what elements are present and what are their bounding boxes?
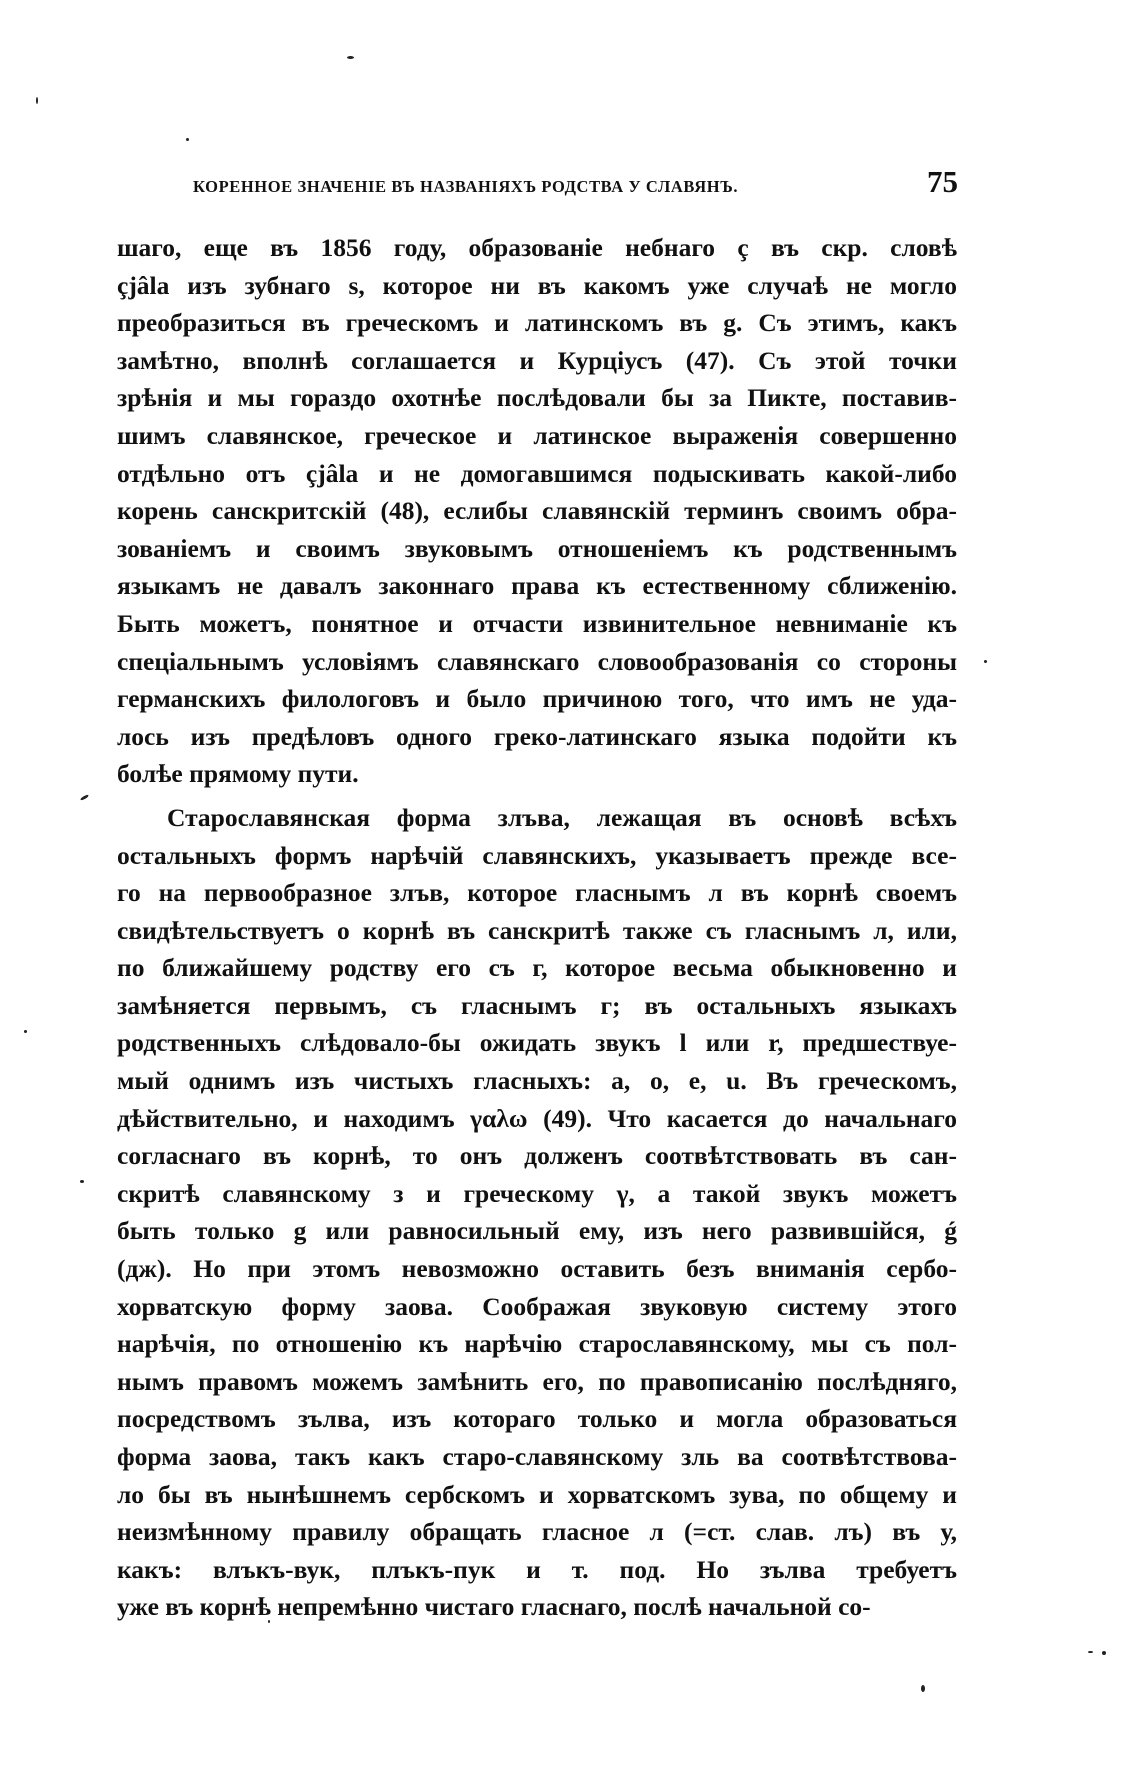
- ink-speck: [1088, 1651, 1093, 1653]
- ink-speck: [36, 97, 38, 104]
- text-line: Быть можетъ, понятное и отчасти извинительное невниманіе къ: [117, 608, 957, 638]
- text-line: корень санскритскій (48), еслибы славянскій терминъ своимъ обра-: [117, 496, 957, 526]
- text-line: преобразиться въ греческомъ и латинскомъ въ g. Съ этимъ, какъ: [117, 308, 957, 338]
- text-line: германскихъ филологовъ и было причиною того, что имъ не уда-: [117, 684, 957, 714]
- ink-speck: [984, 660, 987, 663]
- text-line: свидѣтельствуетъ о корнѣ въ санскритѣ также съ гласнымъ л, или,: [117, 915, 957, 945]
- text-line: нымъ правомъ можемъ замѣнить его, по правописанію послѣдняго,: [117, 1366, 957, 1396]
- paragraph: [117, 799, 957, 1626]
- ink-speck: [24, 1030, 27, 1033]
- text-line: уже въ корнѣ непремѣнно чистаго гласнаго, послѣ начальной со-: [117, 1592, 871, 1622]
- ink-speck: [347, 56, 354, 59]
- text-line: спеціальнымъ условіямъ славянскаго словообразованія со стороны: [117, 646, 957, 676]
- text-line: замѣтно, вполнѣ соглашается и Курціусъ (47). Съ этой точки: [117, 345, 957, 375]
- text-line: мый однимъ изъ чистыхъ гласныхъ: a, o, e, u. Въ греческомъ,: [117, 1066, 957, 1096]
- text-line: зрѣнія и мы гораздо охотнѣе послѣдовали бы за Пикте, поставив-: [117, 383, 957, 413]
- text-line: остальныхъ формъ нарѣчій славянскихъ, указываетъ прежде все-: [117, 840, 957, 870]
- text-line: по ближайшему родству его съ г, которое весьма обыкновенно и: [117, 953, 957, 983]
- text-line: замѣняется первымъ, съ гласнымъ г; въ остальныхъ языкахъ: [117, 990, 957, 1020]
- text-line: согласнаго въ корнѣ, то онъ долженъ соотвѣтствовать въ сан-: [117, 1141, 957, 1171]
- text-line: форма заова, такъ какъ старо-славянскому зль ва соотвѣтствова-: [117, 1442, 957, 1471]
- text-line: Старославянская форма злъва, лежащая въ основѣ всѣхъ: [167, 802, 957, 832]
- text-line: посредствомъ зълва, изъ котораго только и могла образоваться: [117, 1404, 957, 1434]
- text-line: дѣйствительно, и находимъ γαλω (49). Что касается до начальнаго: [117, 1103, 957, 1133]
- text-line: болѣе прямому пути.: [117, 759, 359, 789]
- body-text: [117, 229, 957, 1626]
- ink-speck: [80, 1180, 84, 1183]
- page-header: [193, 164, 958, 204]
- text-line: çjâla изъ зубнаго s, которое ни въ какомъ уже случаѣ не могло: [117, 270, 957, 300]
- text-line: лось изъ предѣловъ одного греко-латинскаго языка подойти къ: [117, 721, 957, 751]
- paragraph: [117, 229, 957, 793]
- text-line: зованіемъ и своимъ звуковымъ отношеніемъ къ родственнымъ: [117, 533, 957, 563]
- text-line: родственныхъ слѣдовало-бы ожидать звукъ l или r, предшествуе-: [117, 1028, 957, 1058]
- text-line: языкамъ не давалъ законнаго права къ естественному сближенію.: [117, 571, 957, 601]
- text-line: какъ: влъкъ-вук, плъкъ-пук и т. под. Но зълва требуетъ: [117, 1554, 957, 1584]
- text-line: ло бы въ нынѣшнемъ сербскомъ и хорватскомъ зува, по общему и: [117, 1479, 957, 1509]
- ink-speck: [921, 1685, 925, 1692]
- text-line: неизмѣнному правилу обращать гласное л (=ст. слав. лъ) въ у,: [117, 1517, 957, 1547]
- text-line: шаго, еще въ 1856 году, образованіе небнаго ç въ скр. словѣ: [117, 233, 957, 262]
- page-number: 75: [927, 164, 958, 199]
- running-head: КОРЕННОЕ ЗНАЧЕНІЕ ВЪ НАЗВАНІЯХЪ РОДСТВА У СЛАВЯНЪ.: [193, 177, 739, 196]
- text-line: нарѣчія, по отношенію къ нарѣчію старославянскому, мы съ пол-: [117, 1329, 957, 1359]
- text-line: шимъ славянское, греческое и латинское выраженія совершенно: [117, 420, 957, 450]
- ink-speck: [186, 138, 189, 141]
- text-line: (дж). Но при этомъ невозможно оставить безъ вниманія сербо-: [117, 1254, 957, 1284]
- ink-speck: [1102, 1651, 1106, 1655]
- text-line: хорватскую форму заова. Соображая звуковую систему этого: [117, 1291, 957, 1321]
- text-line: го на первообразное злъв, которое гласнымъ л въ корнѣ своемъ: [117, 878, 957, 908]
- ink-speck: [80, 794, 89, 801]
- text-line: быть только g или равносильный ему, изъ него развившійся, ǵ: [117, 1216, 957, 1246]
- text-line: скритѣ славянскому з и греческому γ, а такой звукъ можетъ: [117, 1178, 957, 1208]
- text-line: отдѣльно отъ çjâla и не домогавшимся подыскивать какой-либо: [117, 458, 957, 488]
